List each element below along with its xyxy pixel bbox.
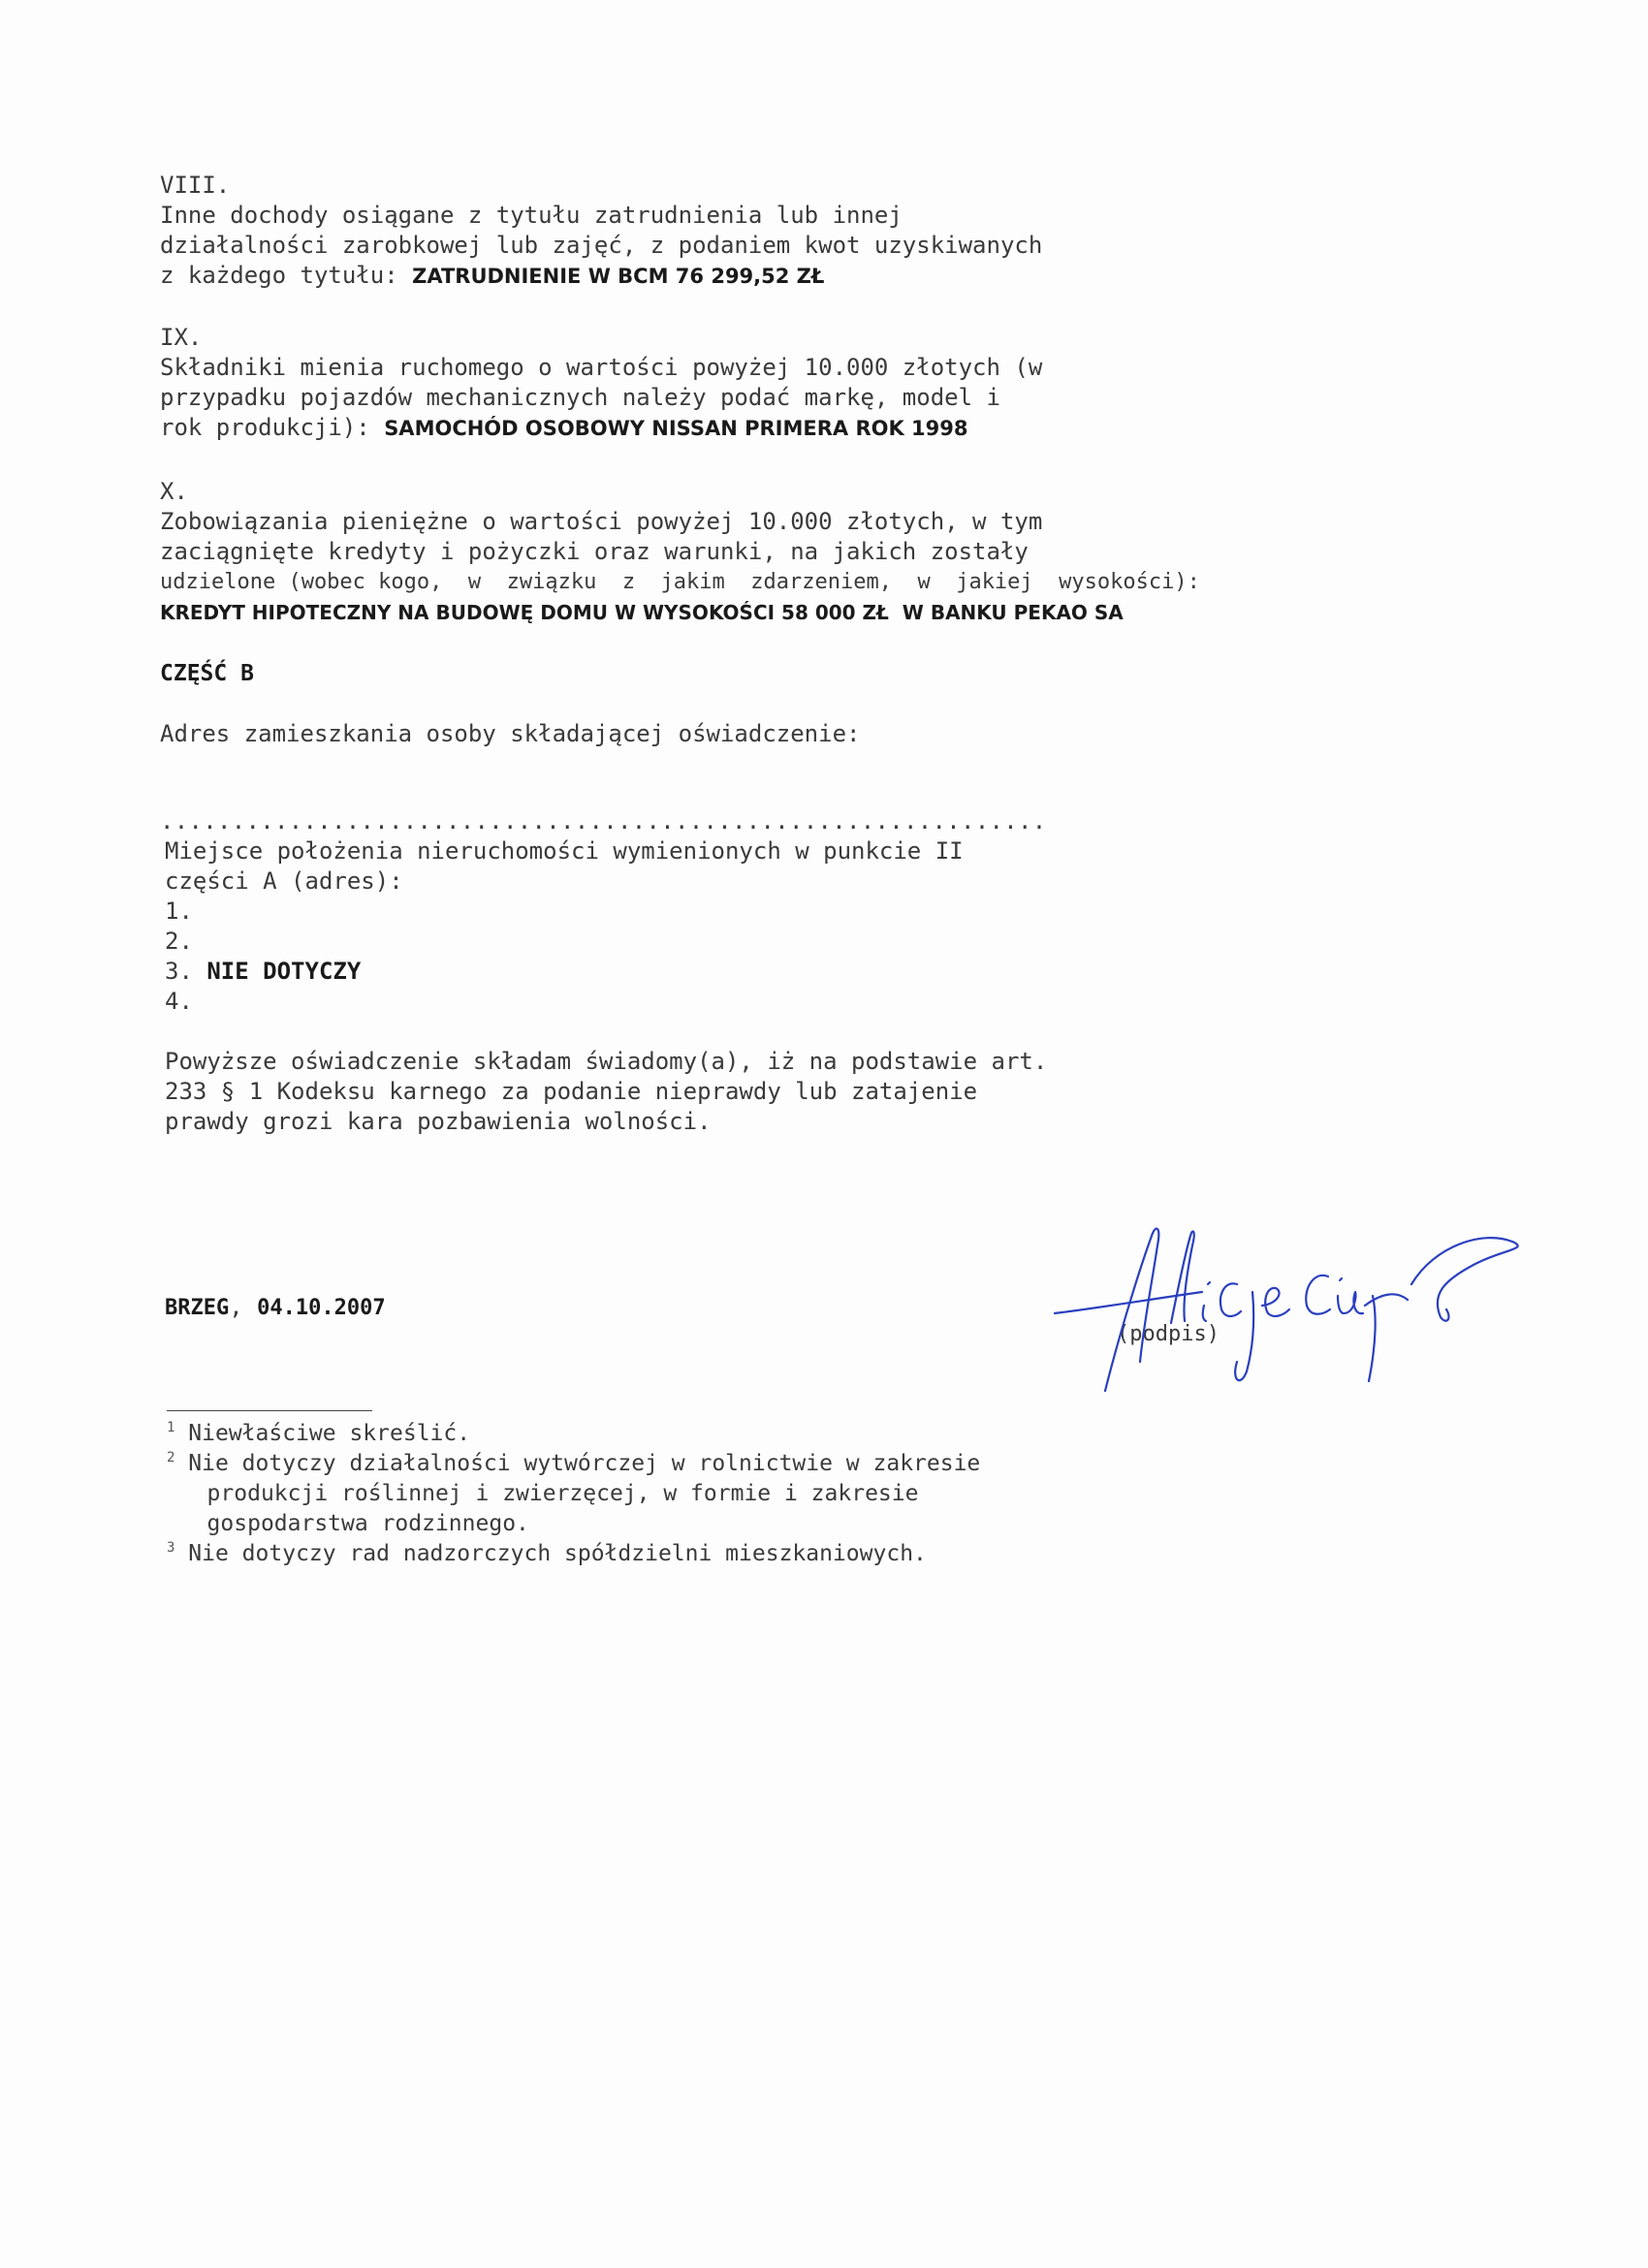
section-viii-line1: Inne dochody osiągane z tytułu zatrudnienia lub innej [160,202,903,229]
section-x-heading: X. [160,478,188,505]
part-b-heading: CZĘŚĆ B [160,661,254,686]
section-ix-line3-prefix: rok produkcji): [160,414,385,441]
date: 04.10.2007 [257,1296,386,1320]
footnote-2-continued-2-text: gospodarstwa rodzinnego. [179,1511,529,1536]
footnote-3-mark: 3 [167,1540,175,1556]
signature-stroke-flourish [1411,1238,1518,1321]
signature-stroke-surname-c [1306,1276,1330,1314]
section-viii-line3-prefix: z każdego tytułu: [160,262,413,289]
place-date [165,1292,386,1323]
part-b-property-line2: części A (adres): [165,867,403,895]
section-viii-heading: VIII. [160,172,231,199]
signature-caption: (podpis) [1117,1322,1220,1346]
footnote-separator [167,1410,372,1411]
signature-stroke-c [1220,1283,1241,1316]
footnote-1-text: Niewłaściwe skreślić. [188,1421,471,1446]
signature-stroke-surname-ia [1338,1278,1363,1313]
section-ix-line2: przypadku pojazdów mechanicznych należy podać markę, model i [160,384,1000,411]
signature-stroke-l [1171,1231,1194,1323]
footnote-3 [167,1533,927,1569]
section-viii-line2: działalności zarobkowej lub zajęć, z podaniem kwot uzyskiwanych [160,232,1043,259]
part-b-item-3 [165,957,361,987]
section-viii-line3 [160,261,824,292]
part-b-item-4: 4. [165,988,193,1015]
declaration-line2: 233 § 1 Kodeksu karnego za podanie nieprawdy lub zatajenie [165,1078,978,1105]
section-x-line1: Zobowiązania pieniężne o wartości powyżej 10.000 złotych, w tym [160,508,1043,535]
section-ix-line1: Składniki mienia ruchomego o wartości powyżej 10.000 złotych (w [160,354,1043,381]
part-b-item-2: 2. [165,928,193,955]
place: BRZEG [165,1296,230,1320]
part-b-item-3-number: 3. [165,958,207,985]
place-date-separator: , [229,1293,258,1320]
declaration-line3: prawdy grozi kara pozbawienia wolności. [165,1108,712,1135]
section-x-answer-line [160,597,1124,628]
part-b-item-1: 1. [165,898,193,925]
section-x-line3: udzielone (wobec kogo, w związku z jakim zdarzeniem, w jakiej wysokości): [160,570,1200,594]
declaration-line1: Powyższe oświadczenie składam świadomy(a), iż na podstawie art. [165,1048,1048,1075]
footnote-1-mark: 1 [167,1420,175,1435]
part-b-address-dots: .............................................................. [160,807,1047,835]
signature-stroke-a [1105,1229,1158,1391]
section-x-answer: KREDYT HIPOTECZNY NA BUDOWĘ DOMU W WYSOKOŚCI 58 000 ZŁ W BANKU PEKAO SA [160,601,1124,624]
section-ix-heading: IX. [160,324,203,351]
footnote-2-mark: 2 [167,1450,175,1465]
footnote-3-text: Nie dotyczy rad nadzorczych spółdzielni mieszkaniowych. [188,1541,927,1566]
footnote-2-text: Nie dotyczy działalności wytwórczej w rolnictwie w zakresie [188,1451,981,1476]
handwritten-signature [1047,1216,1532,1401]
signature-stroke-j [1235,1292,1253,1380]
footnote-2-continued-1-text: produkcji roślinnej i zwierzęcej, w formie i zakresie [179,1481,919,1506]
section-ix-answer: SAMOCHÓD OSOBOWY NISSAN PRIMERA ROK 1998 [384,417,968,440]
part-b-property-line1: Miejsce położenia nieruchomości wymienionych w punkcie II [165,837,964,865]
section-x-line2: zaciągnięte kredyty i pożyczki oraz warunki, na jakich zostały [160,538,1029,565]
signature-stroke-surname-g [1365,1294,1408,1381]
part-b-address-label: Adres zamieszkania osoby składającej oświadczenie: [160,720,861,747]
signature-stroke-i [1203,1282,1210,1321]
signature-stroke-e [1262,1288,1289,1316]
section-ix-line3 [160,413,968,444]
section-viii-answer: ZATRUDNIENIE W BCM 76 299,52 ZŁ [412,265,825,288]
part-b-item-3-value: NIE DOTYCZY [206,958,362,985]
